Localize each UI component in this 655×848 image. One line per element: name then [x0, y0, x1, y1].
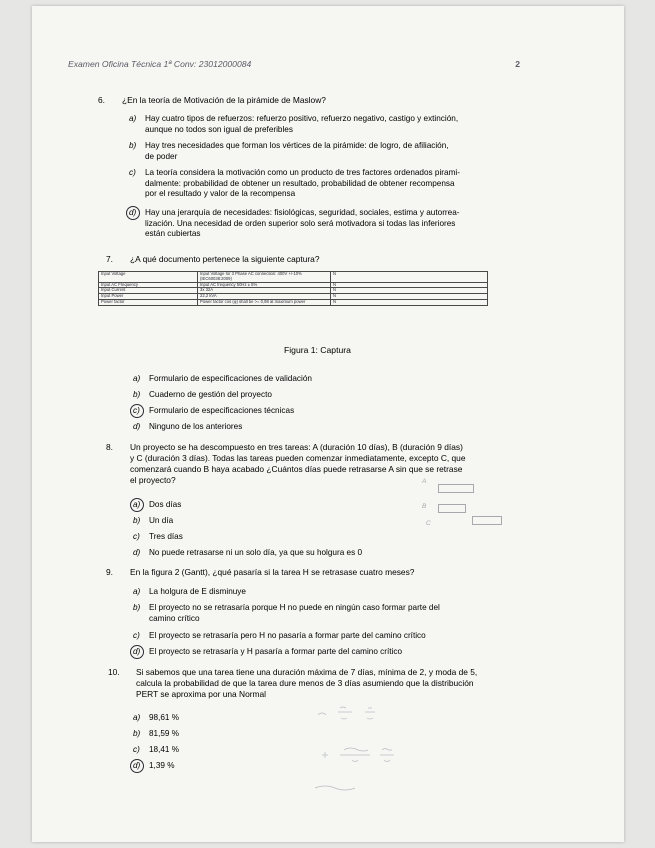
option-letter: a)	[133, 587, 141, 596]
option-letter: d)	[133, 422, 141, 431]
option-letter: a)	[129, 114, 137, 123]
handwritten-note-a: A	[422, 478, 427, 485]
handwritten-note-c: C	[426, 520, 431, 527]
option-letter: c)	[133, 745, 140, 754]
option-text: Ninguno de los anteriores	[149, 422, 243, 431]
table-cell: N	[331, 299, 488, 305]
table-cell: N	[331, 272, 488, 283]
capture-table	[98, 271, 488, 306]
option-letter: d)	[133, 548, 141, 557]
option-text: Hay tres necesidades que forman los vértices de la pirámide: de logro, de afiliación, de poder	[145, 141, 449, 161]
table-cell: Power factor cos (φ) shall be >= 0,98 at maximum power	[198, 299, 331, 305]
question-text: ¿En la teoría de Motivación de la pirámide de Maslow?	[122, 95, 326, 105]
option-letter: c)	[129, 168, 136, 177]
option-text: La teoría considera la motivación como un producto de tres factores ordenados pirami- dalmente: probabilidad de obtener un resultado, probabilidad de obtener recompensa por el resultado y valor de la recompensa	[145, 168, 460, 198]
option-text: Formulario de especificaciones técnicas	[149, 406, 295, 415]
question-text: ¿A qué documento pertenece la siguiente captura?	[130, 254, 320, 264]
page-number: 2	[515, 59, 520, 69]
option-letter: c)	[133, 631, 140, 640]
table-cell: Input Voltage for 3 Phase AC connection: 400V +/-10% (IEC60038:2009)	[198, 272, 331, 283]
table-cell: N	[331, 294, 488, 300]
handwritten-note-b: B	[422, 503, 427, 510]
table-cell: Input AC frequency 50Hz ± 5%	[198, 282, 331, 288]
option-letter: b)	[133, 390, 141, 399]
table-cell: Input Power	[99, 294, 198, 300]
option-text: El proyecto no se retrasaría porque H no puede en ningún caso formar parte del camino crítico	[149, 603, 440, 623]
option-letter: b)	[133, 729, 141, 738]
option-text: 98,61 %	[149, 713, 180, 722]
table-cell: 22,2 kVA	[198, 294, 331, 300]
option-text: Hay cuatro tipos de refuerzos: refuerzo positivo, refuerzo negativo, castigo y extinción, aunque no todos son igual de preferibles	[145, 114, 459, 134]
header-title: Examen Oficina Técnica 1ª Conv: 23012000084	[68, 59, 252, 69]
question-number: 8.	[106, 442, 113, 452]
table-cell: 3x 32A	[198, 288, 331, 294]
option-text: La holgura de E disminuye	[149, 587, 246, 596]
option-text: Un día	[149, 516, 174, 525]
table-cell: N	[331, 288, 488, 294]
option-letter: b)	[129, 141, 137, 150]
option-letter: d)	[133, 647, 141, 656]
table-row	[99, 272, 488, 283]
handwritten-calculation	[310, 700, 450, 800]
table-cell: Input AC Frequency	[99, 282, 198, 288]
question-number: 9.	[106, 567, 113, 577]
option-letter: b)	[133, 516, 141, 525]
handwritten-box	[472, 516, 502, 525]
question-number: 10.	[108, 667, 120, 677]
question-text: Un proyecto se ha descompuesto en tres tareas: A (duración 10 días), B (duración 9 días) y C (duración 3 días). Todas las tareas pueden comenzar inmediatamente, excepto C, que comenzará cuando B haya acabado ¿Cuántos días puede retrasarse A sin que se retrase el proyecto?	[130, 442, 466, 485]
question-text: En la figura 2 (Gantt), ¿qué pasaría si la tarea H se retrasase cuatro meses?	[130, 567, 415, 577]
table-cell: Power factor	[99, 299, 198, 305]
question-text: Si sabemos que una tarea tiene una duración máxima de 7 días, mínima de 2, y moda de 5, calcula la probabilidad de que la tarea dure menos de 3 días asumiendo que la distribución PERT se aproxima por una Normal	[136, 667, 478, 699]
option-text: No puede retrasarse ni un solo día, ya que su holgura es 0	[149, 548, 363, 557]
table-row	[99, 299, 488, 305]
option-letter: c)	[133, 532, 140, 541]
option-letter: a)	[133, 500, 141, 509]
option-text: 81,59 %	[149, 729, 180, 738]
table-cell: N	[331, 282, 488, 288]
question-number: 7.	[106, 254, 113, 264]
option-text: 1,39 %	[149, 761, 175, 770]
option-text: Formulario de especificaciones de validación	[149, 374, 312, 383]
option-letter: d)	[133, 761, 141, 770]
option-text: 18,41 %	[149, 745, 180, 754]
option-letter: d)	[129, 208, 137, 217]
option-text: Dos días	[149, 500, 182, 509]
option-letter: b)	[133, 603, 141, 612]
handwritten-box	[438, 504, 466, 513]
handwritten-box	[438, 484, 474, 493]
table-cell: Input Current	[99, 288, 198, 294]
option-letter: a)	[133, 713, 141, 722]
option-text: Cuaderno de gestión del proyecto	[149, 390, 272, 399]
option-text: Tres días	[149, 532, 183, 541]
option-text: El proyecto se retrasaría y H pasaría a formar parte del camino crítico	[149, 647, 403, 656]
table-cell: Input Voltage	[99, 272, 198, 283]
figure-caption: Figura 1: Captura	[284, 345, 351, 355]
option-letter: a)	[133, 374, 141, 383]
option-text: El proyecto se retrasaría pero H no pasaría a formar parte del camino crítico	[149, 631, 426, 640]
page-header	[68, 59, 520, 69]
option-letter: c)	[133, 406, 140, 415]
option-text: Hay una jerarquía de necesidades: fisiológicas, seguridad, sociales, estima y autorrea- lización. Una necesidad de orden superior solo será motivadora si todas las inferiores están cubiertas	[145, 208, 460, 238]
question-number: 6.	[98, 95, 105, 105]
